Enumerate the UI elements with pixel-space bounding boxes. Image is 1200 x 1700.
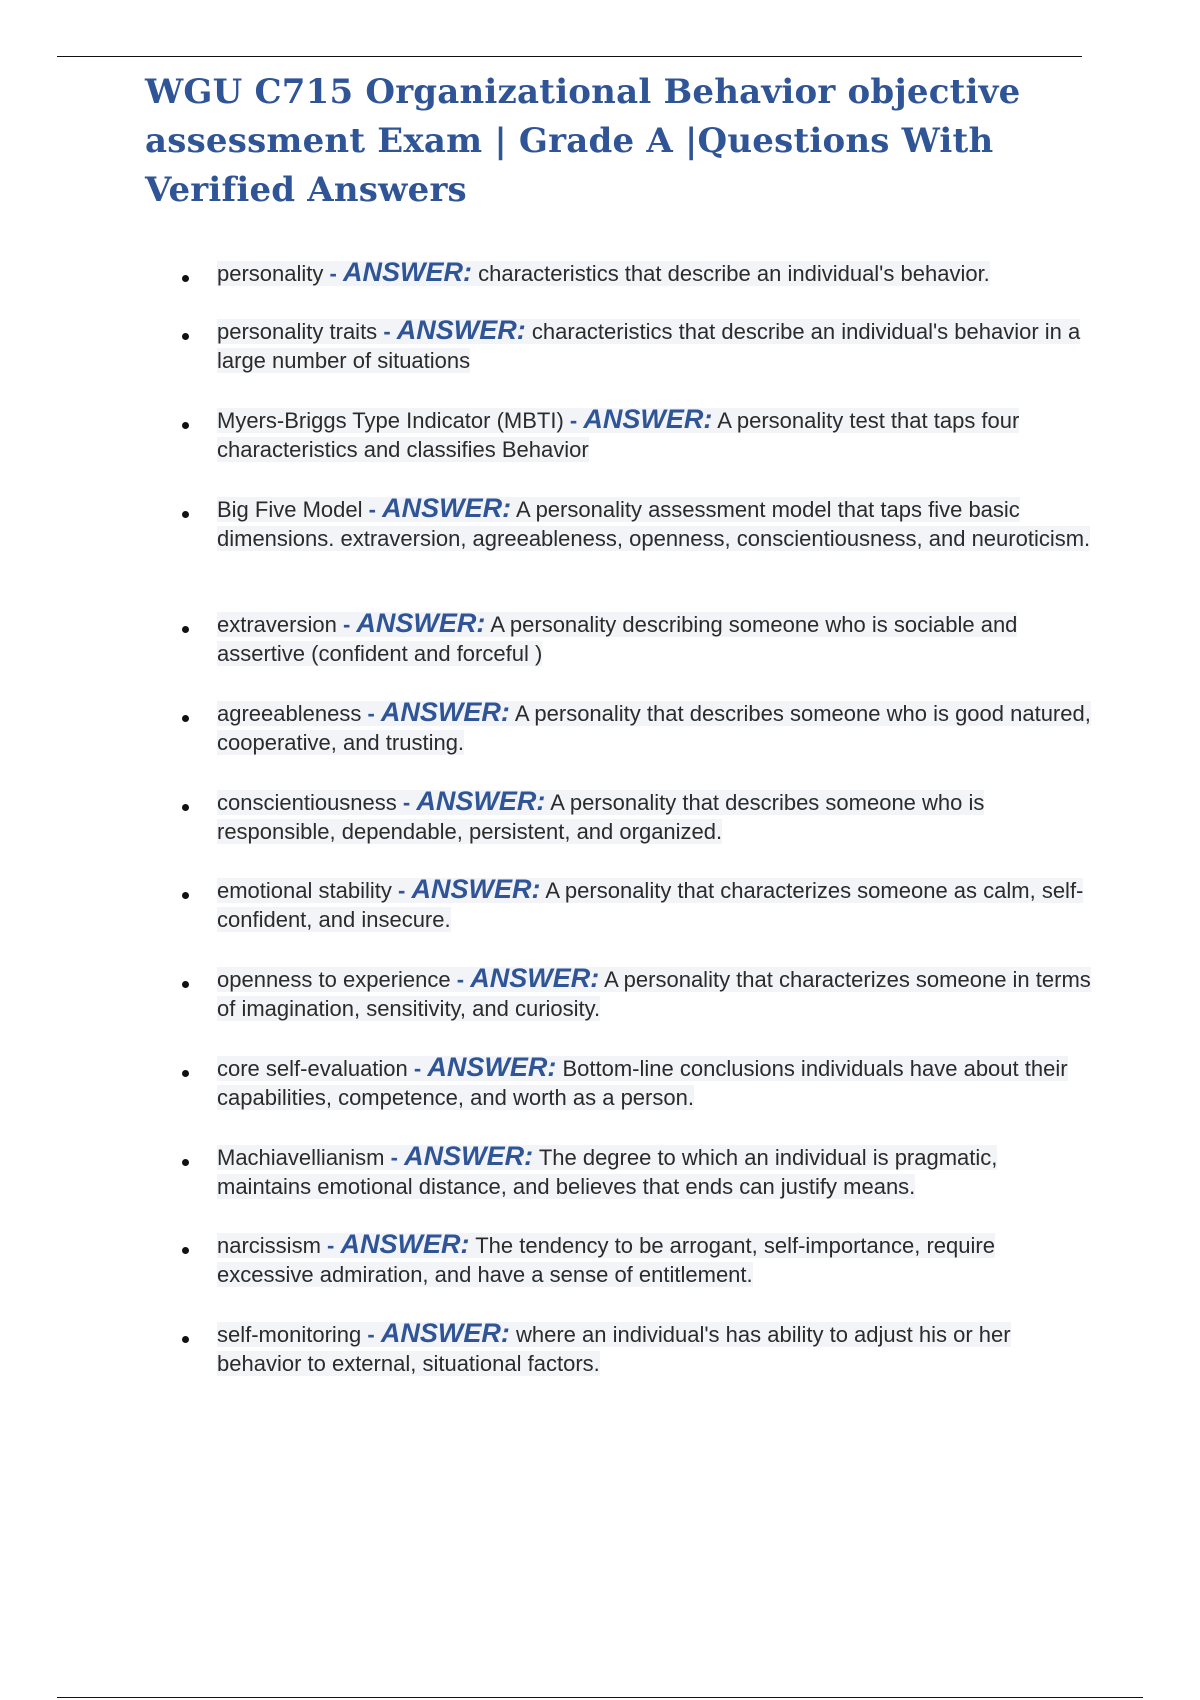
qa-term: conscientiousness: [217, 790, 397, 815]
answer-label: ANSWER:: [583, 404, 713, 434]
answer-label: ANSWER:: [470, 963, 600, 993]
qa-definition: A personality test that taps four characteristics and classifies Behavior: [217, 408, 1020, 462]
qa-definition: A personality that describes someone who is responsible, dependable, persistent, and organized.: [217, 790, 985, 844]
qa-text: [217, 1053, 1097, 1112]
qa-term: Myers-Briggs Type Indicator (MBTI): [217, 408, 564, 433]
qa-term: core self-evaluation: [217, 1056, 408, 1081]
answer-separator: -: [329, 261, 337, 286]
answer-label: ANSWER:: [342, 257, 472, 287]
answer-label: ANSWER:: [396, 315, 526, 345]
bullet-icon: [182, 626, 189, 633]
qa-text: [217, 258, 1097, 289]
answer-label: ANSWER:: [380, 1318, 510, 1348]
bullet-icon: [182, 804, 189, 811]
answer-separator: -: [342, 612, 351, 637]
qa-definition: A personality describing someone who is sociable and assertive (confident and forceful ): [217, 612, 1018, 666]
qa-term: Machiavellianism: [217, 1145, 385, 1170]
qa-text: [217, 698, 1097, 757]
bullet-icon: [182, 1159, 189, 1166]
qa-text: [217, 1142, 1097, 1201]
qa-term: personality traits: [217, 319, 378, 344]
answer-label: ANSWER:: [427, 1052, 557, 1082]
qa-text: [217, 405, 1097, 464]
qa-definition: Bottom-line conclusions individuals have about their capabilities, competence, and worth as a person.: [217, 1056, 1068, 1110]
qa-term: personality: [217, 261, 324, 286]
document-title: WGU C715 Organizational Behavior objective assessment Exam | Grade A |Questions With Verified Answers: [145, 72, 1021, 210]
qa-term: extraversion: [217, 612, 337, 637]
qa-text: [217, 609, 1097, 668]
qa-term: Big Five Model: [217, 497, 363, 522]
bullet-icon: [182, 1070, 189, 1077]
answer-separator: -: [402, 790, 411, 815]
answer-label: ANSWER:: [411, 874, 541, 904]
qa-text: [217, 494, 1097, 553]
answer-separator: -: [367, 701, 375, 726]
qa-text: [217, 964, 1097, 1023]
bullet-icon: [182, 981, 189, 988]
top-rule: [57, 56, 1082, 57]
answer-label: ANSWER:: [340, 1229, 470, 1259]
qa-term: openness to experience: [217, 967, 451, 992]
bullet-icon: [182, 1336, 189, 1343]
qa-text: [217, 787, 1097, 846]
qa-text: [217, 875, 1097, 934]
answer-separator: -: [569, 408, 578, 433]
answer-separator: -: [367, 1322, 375, 1347]
answer-separator: -: [456, 967, 465, 992]
qa-definition: where an individual's has ability to adjust his or her behavior to external, situational factors.: [217, 1322, 1011, 1376]
qa-definition: A personality that characterizes someone in terms of imagination, sensitivity, and curiosity.: [217, 967, 1091, 1021]
bullet-icon: [182, 422, 189, 429]
qa-definition: The tendency to be arrogant, self-importance, require excessive admiration, and have a sense of entitlement.: [217, 1233, 995, 1287]
qa-definition: A personality that describes someone who is good natured, cooperative, and trusting.: [217, 701, 1091, 755]
qa-definition: characteristics that describe an individual's behavior in a large number of situations: [217, 319, 1081, 373]
bullet-icon: [182, 511, 189, 518]
bullet-icon: [182, 715, 189, 722]
qa-definition: The degree to which an individual is pragmatic, maintains emotional distance, and believes that ends can justify means.: [217, 1145, 998, 1199]
bullet-icon: [182, 333, 189, 340]
answer-separator: -: [368, 497, 376, 522]
qa-definition: A personality assessment model that taps five basic dimensions. extraversion, agreeableness, openness, conscientiousness, and neuroticism.: [217, 497, 1091, 551]
qa-definition: characteristics that describe an individual's behavior.: [478, 261, 990, 286]
qa-text: [217, 316, 1097, 375]
qa-term: self-monitoring: [217, 1322, 362, 1347]
answer-separator: -: [327, 1233, 335, 1258]
answer-separator: -: [413, 1056, 422, 1081]
qa-text: [217, 1319, 1097, 1378]
answer-separator: -: [398, 878, 406, 903]
bullet-icon: [182, 275, 189, 282]
bullet-icon: [182, 892, 189, 899]
bottom-rule: [57, 1697, 1143, 1698]
qa-text: [217, 1230, 1097, 1289]
answer-label: ANSWER:: [404, 1141, 534, 1171]
answer-separator: -: [383, 319, 391, 344]
qa-term: emotional stability: [217, 878, 392, 903]
answer-label: ANSWER:: [382, 493, 512, 523]
answer-label: ANSWER:: [380, 697, 510, 727]
qa-term: narcissism: [217, 1233, 321, 1258]
answer-label: ANSWER:: [356, 608, 486, 638]
qa-term: agreeableness: [217, 701, 362, 726]
bullet-icon: [182, 1247, 189, 1254]
answer-label: ANSWER:: [416, 786, 546, 816]
qa-definition: A personality that characterizes someone as calm, self-confident, and insecure.: [217, 878, 1084, 932]
answer-separator: -: [390, 1145, 398, 1170]
